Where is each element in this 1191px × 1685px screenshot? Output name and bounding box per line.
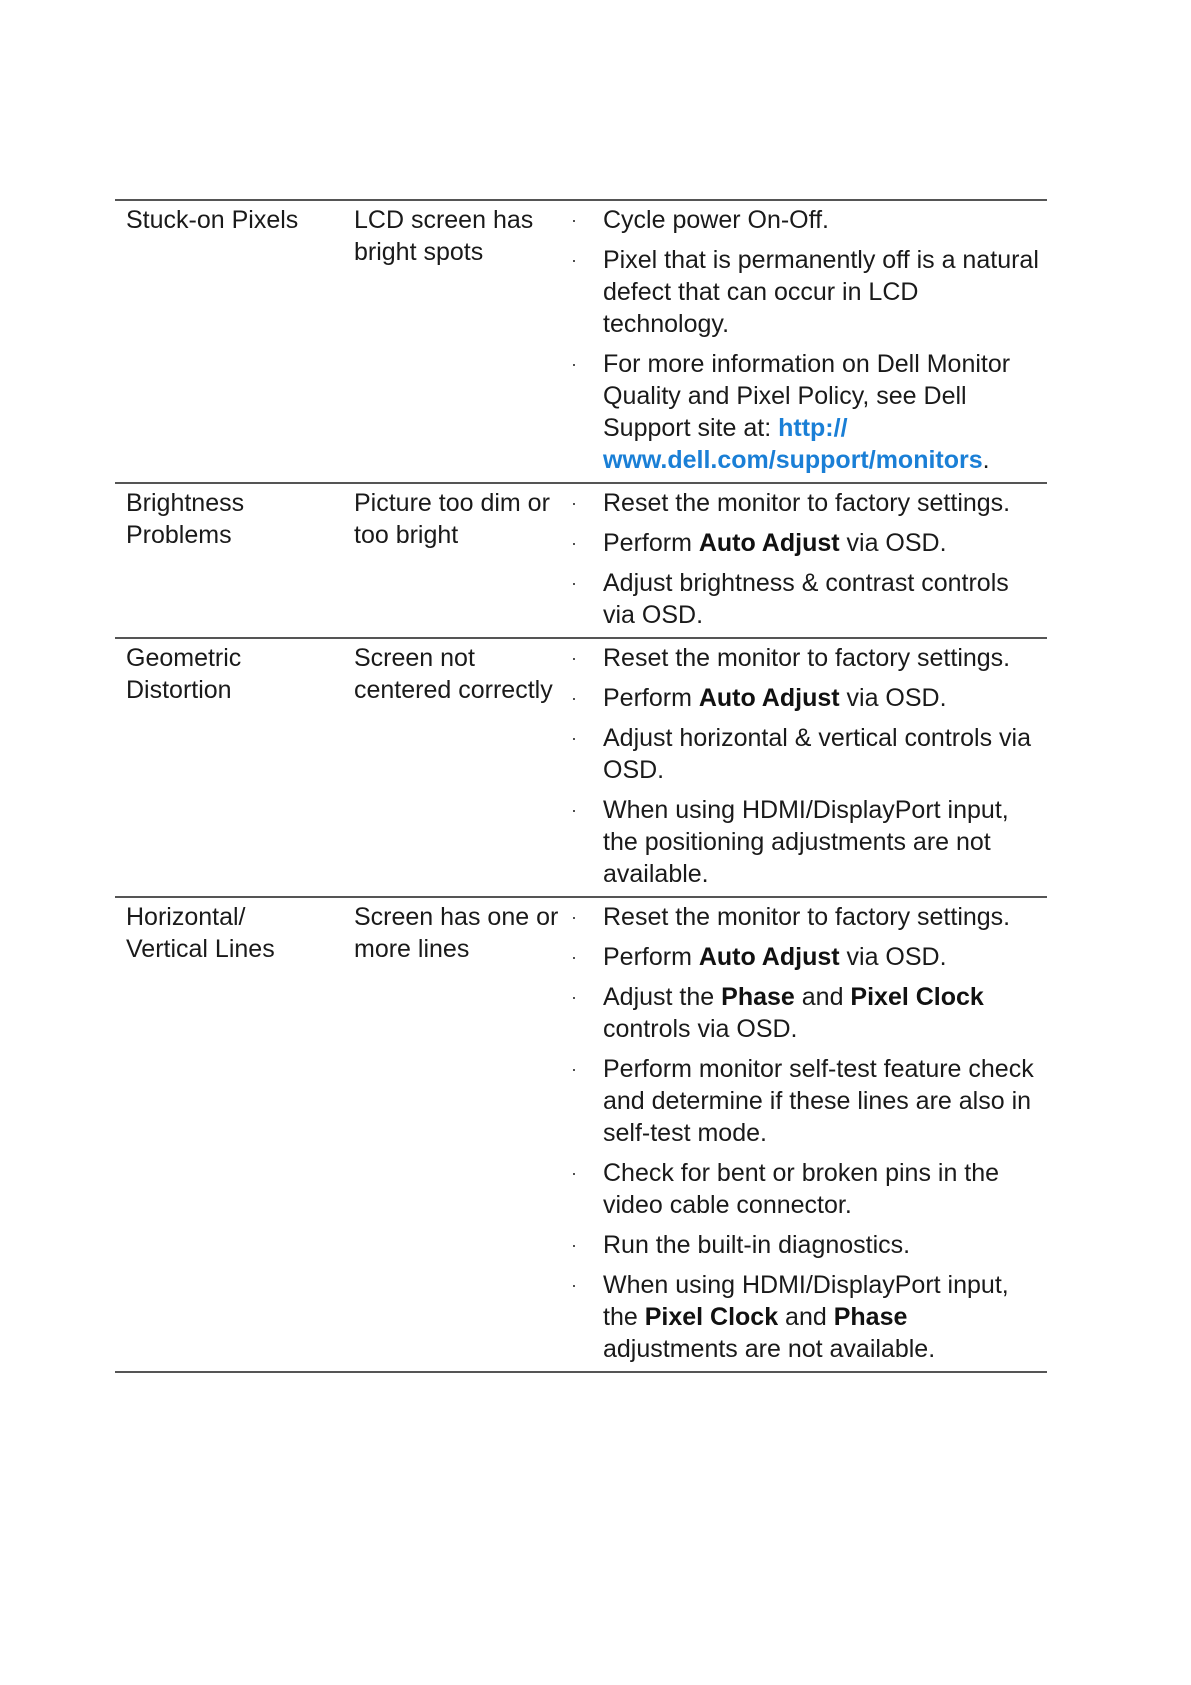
solution-item [568,1157,1047,1221]
solution-text: adjustments are not available. [603,1335,936,1363]
bullet-icon: · [571,493,577,513]
solution-text: Reset the monitor to factory settings. [603,644,1011,672]
troubleshooting-table [115,199,1047,1373]
solution-text: Cycle power On-Off. [603,206,830,234]
solution-list [568,487,1047,631]
solution-text: Adjust brightness & contrast controls via OSD. [603,569,1009,629]
bullet-icon: · [571,250,577,270]
solutions-cell [568,639,1047,896]
solution-text: . [982,446,990,474]
solution-list [568,204,1047,476]
solution-item [568,682,1047,714]
solution-text: For more information on Dell Monitor Quality and Pixel Policy, see Dell Support site at: [603,350,1011,442]
solution-text: and [794,983,851,1011]
solution-text: Check for bent or broken pins in the video cable connector. [603,1159,1000,1219]
solution-list [568,642,1047,890]
problem-cell: Horizontal/ Vertical Lines [126,903,275,963]
bullet-icon: · [571,947,577,967]
solution-text: and [778,1303,834,1331]
bullet-icon: · [571,1275,577,1295]
bold-term: Auto Adjust [698,529,840,557]
solution-text: Perform monitor self-test feature check and determine if these lines are also in self-test mode. [603,1055,1034,1147]
solution-item [568,487,1047,519]
table-row [115,639,1047,898]
solution-list [568,901,1047,1365]
bullet-icon: · [571,573,577,593]
bullet-icon: · [571,533,577,553]
bold-term: Pixel Clock [644,1303,779,1331]
bullet-icon: · [571,728,577,748]
solution-item [568,901,1047,933]
problem-cell: Stuck-on Pixels [126,206,299,234]
solution-item [568,1229,1047,1261]
solutions-cell [568,898,1047,1371]
solution-item [568,1269,1047,1365]
bold-term: Phase [833,1303,908,1331]
solution-item [568,204,1047,236]
solution-item [568,244,1047,340]
solution-item [568,642,1047,674]
solution-item [568,794,1047,890]
solution-item [568,1053,1047,1149]
solution-text: Adjust horizontal & vertical controls via OSD. [603,724,1031,784]
table-row [115,484,1047,639]
bullet-icon: · [571,1163,577,1183]
bullet-icon: · [571,688,577,708]
solution-item [568,722,1047,786]
solution-text: via OSD. [839,943,947,971]
solution-text: Perform [603,943,699,971]
solution-text: When using HDMI/DisplayPort input, the positioning adjustments are not available. [603,796,1009,888]
solution-text: Reset the monitor to factory settings. [603,903,1011,931]
solution-text: Run the built-in diagnostics. [603,1231,911,1259]
bullet-icon: · [571,1059,577,1079]
solution-text: Perform [603,529,699,557]
solution-text: Adjust the [603,983,722,1011]
symptom-cell: Picture too dim or too bright [354,489,550,549]
solution-item [568,941,1047,973]
solution-text: Reset the monitor to factory settings. [603,489,1011,517]
table-row [115,201,1047,484]
solution-item [568,527,1047,559]
bullet-icon: · [571,210,577,230]
symptom-cell: Screen has one or more lines [354,903,559,963]
solution-text: Pixel that is permanently off is a natural defect that can occur in LCD technology. [603,246,1039,338]
symptom-cell: LCD screen has bright spots [354,206,534,266]
problem-cell: Geometric Distortion [126,644,242,704]
problem-cell: Brightness Problems [126,489,245,549]
bullet-icon: · [571,987,577,1007]
solution-text: via OSD. [839,529,947,557]
solution-item [568,567,1047,631]
bullet-icon: · [571,800,577,820]
bullet-icon: · [571,1235,577,1255]
solution-text: controls via OSD. [603,1015,798,1043]
solutions-cell [568,201,1047,482]
bold-term: Pixel Clock [850,983,984,1011]
table-row [115,898,1047,1373]
bold-term: Phase [721,983,795,1011]
solution-item [568,348,1047,476]
solution-text: When using HDMI/DisplayPort input, the [603,1271,1009,1331]
solution-text: via OSD. [839,684,947,712]
bold-term: Auto Adjust [698,684,840,712]
support-link[interactable]: http:// www.dell.com/support/monitors [603,414,983,474]
bullet-icon: · [571,907,577,927]
bullet-icon: · [571,354,577,374]
solution-text: Perform [603,684,699,712]
solution-item [568,981,1047,1045]
bold-term: Auto Adjust [698,943,840,971]
bullet-icon: · [571,648,577,668]
symptom-cell: Screen not centered correctly [354,644,553,704]
solutions-cell [568,484,1047,637]
